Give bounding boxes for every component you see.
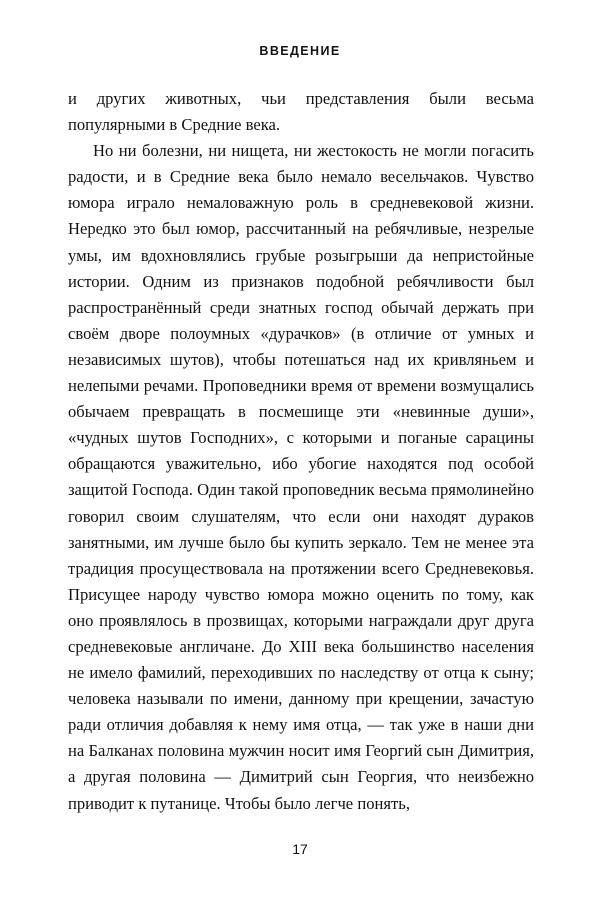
paragraph: Но ни болезни, ни нищета, ни жестокость не могли погасить радости, и в Средние века было немало весельчаков. Чувство юмора играло немаловажную роль в средневековой жизни. Нередко это был юмор, рассчитанный на ребячливые, незрелые умы, им вдохновлялись грубые розыгрыши да непристойные истории. Одним из признаков подобной ребячливости был распространённый среди знатных господ обычай держать при своём дворе полоумных «дурачков» (в отличие от умных и независимых шутов), чтобы потешаться над их кривляньем и нелепыми речами. Проповедники время от времени возмущались обычаем превращать в посмешище эти «невинные души», «чудных шутов Господних», с которыми и поганые сарацины обращаются уважительно, ибо убогие находятся под особой защитой Господа. Один такой проповедник весьма прямолинейно говорил своим слушателям, что если они находят дураков занятными, им лучше было бы купить зеркало. Тем не менее эта традиция просуществовала на протяжении всего Средневековья. Присущее народу чувство юмора можно оценить по тому, как оно проявлялось в прозвищах, которыми награждали друг друга средневековые англичане. До XIII века большинство населения не имело фамилий, переходивших по наследству от отца к сыну; человека называли по имени, данному при крещении, зачастую ради отличия добавляя к нему имя отца, — так уже в наши дни на Балканах половина мужчин носит имя Георгий сын Димитрия, а другая половина — Димитрий сын Георгия, что неизбежно приводит к путанице. Чтобы было легче понять, (68, 141, 534, 813)
paragraph: и других животных, чьи представления были весьма популярными в Средние века. (68, 89, 534, 135)
page-number: 17 (292, 841, 308, 857)
running-head: ВВЕДЕНИЕ (259, 44, 341, 58)
body-text (68, 86, 534, 817)
